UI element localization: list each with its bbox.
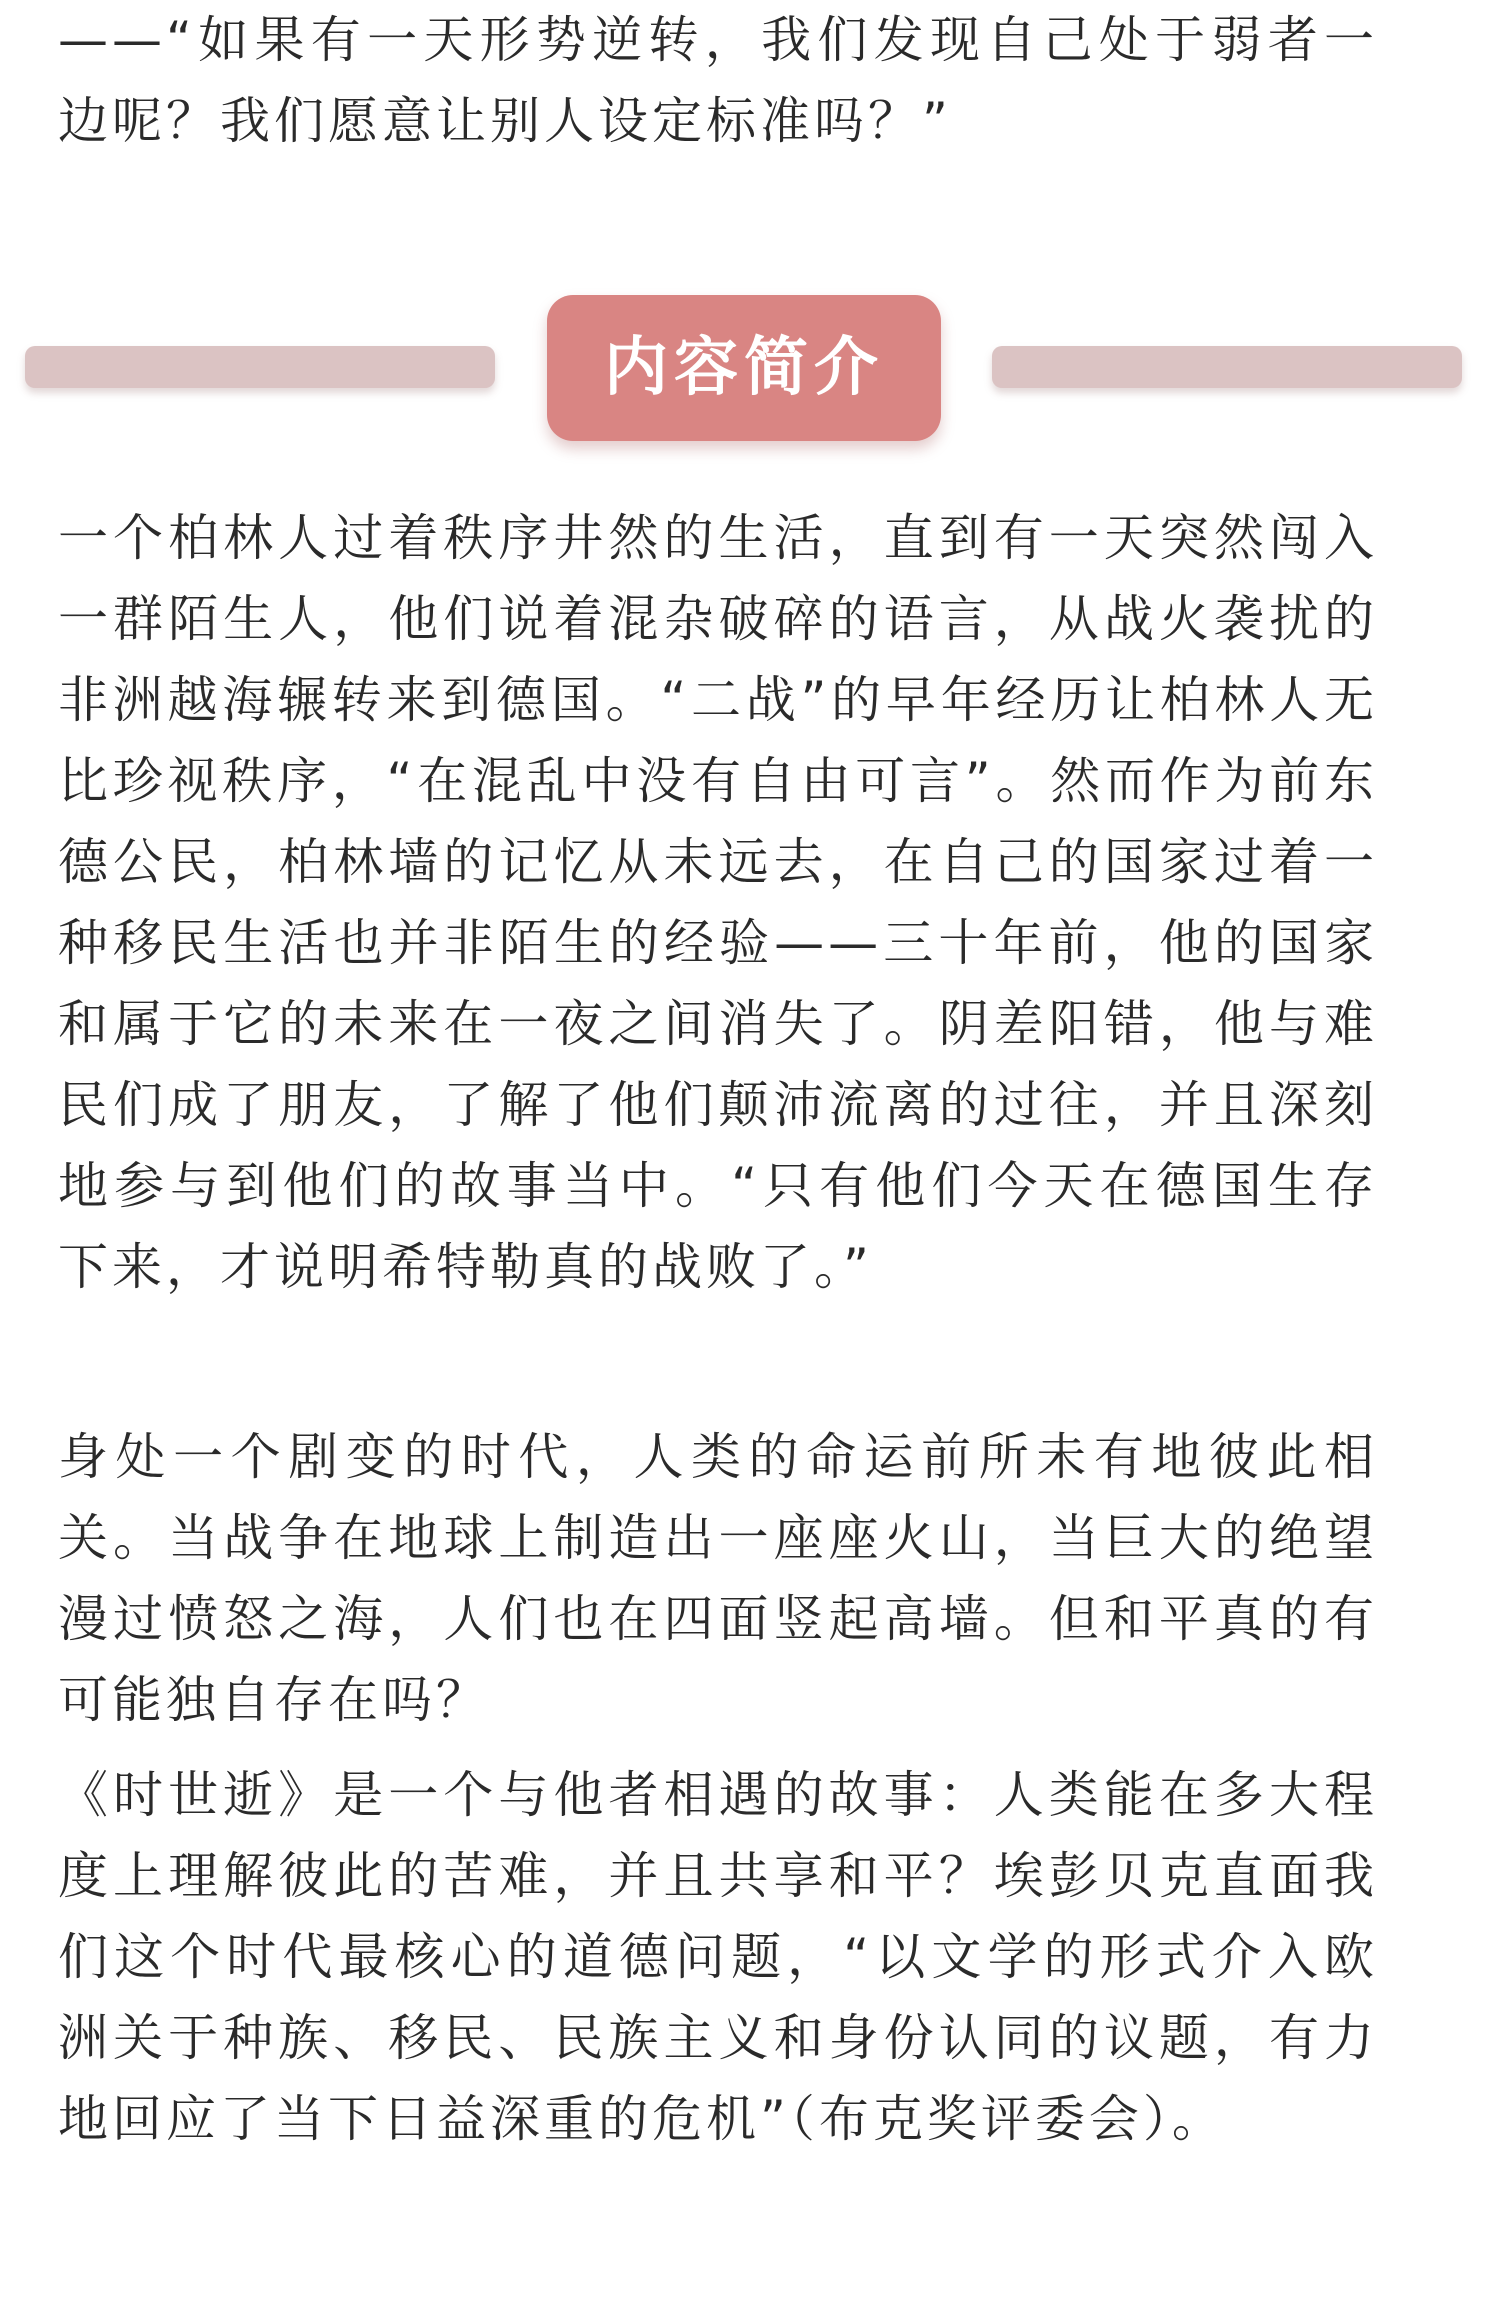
section-header [0, 295, 1500, 443]
section-title-badge: 内容简介 [547, 295, 941, 441]
quote-paragraph: ——“如果有一天形势逆转，我们发现自己处于弱者一边呢？我们愿意让别人设定标准吗？” [58, 11, 1378, 150]
intro-paragraph-2: 身处一个剧变的时代，人类的命运前所未有地彼此相关。当战争在地球上制造出一座座火山，当巨大的绝望漫过愤怒之海，人们也在四面竖起高墙。但和平真的有可能独自存在吗？ [58, 1428, 1378, 1729]
intro-paragraph-1: 一个柏林人过着秩序井然的生活，直到有一天突然闯入一群陌生人，他们说着混杂破碎的语言，从战火袭扰的非洲越海辗转来到德国。“二战”的早年经历让柏林人无比珍视秩序，“在混乱中没有自由可言”。然而作为前东德公民，柏林墙的记忆从未远去，在自己的国家过着一种移民生活也并非陌生的经验——三十年前，他的国家和属于它的未来在一夜之间消失了。阴差阳错，他与难民们成了朋友，了解了他们颠沛流离的过往，并且深刻地参与到他们的故事当中。“只有他们今天在德国生存下来，才说明希特勒真的战败了。” [58, 509, 1378, 1296]
decorative-bar-right [992, 346, 1462, 388]
intro-paragraph-3: 《时世逝》是一个与他者相遇的故事：人类能在多大程度上理解彼此的苦难，并且共享和平？埃彭贝克直面我们这个时代最核心的道德问题，“以文学的形式介入欧洲关于种族、移民、民族主义和身份认同的议题，有力地回应了当下日益深重的危机”（布克奖评委会）。 [58, 1766, 1378, 2148]
decorative-bar-left [25, 346, 495, 388]
